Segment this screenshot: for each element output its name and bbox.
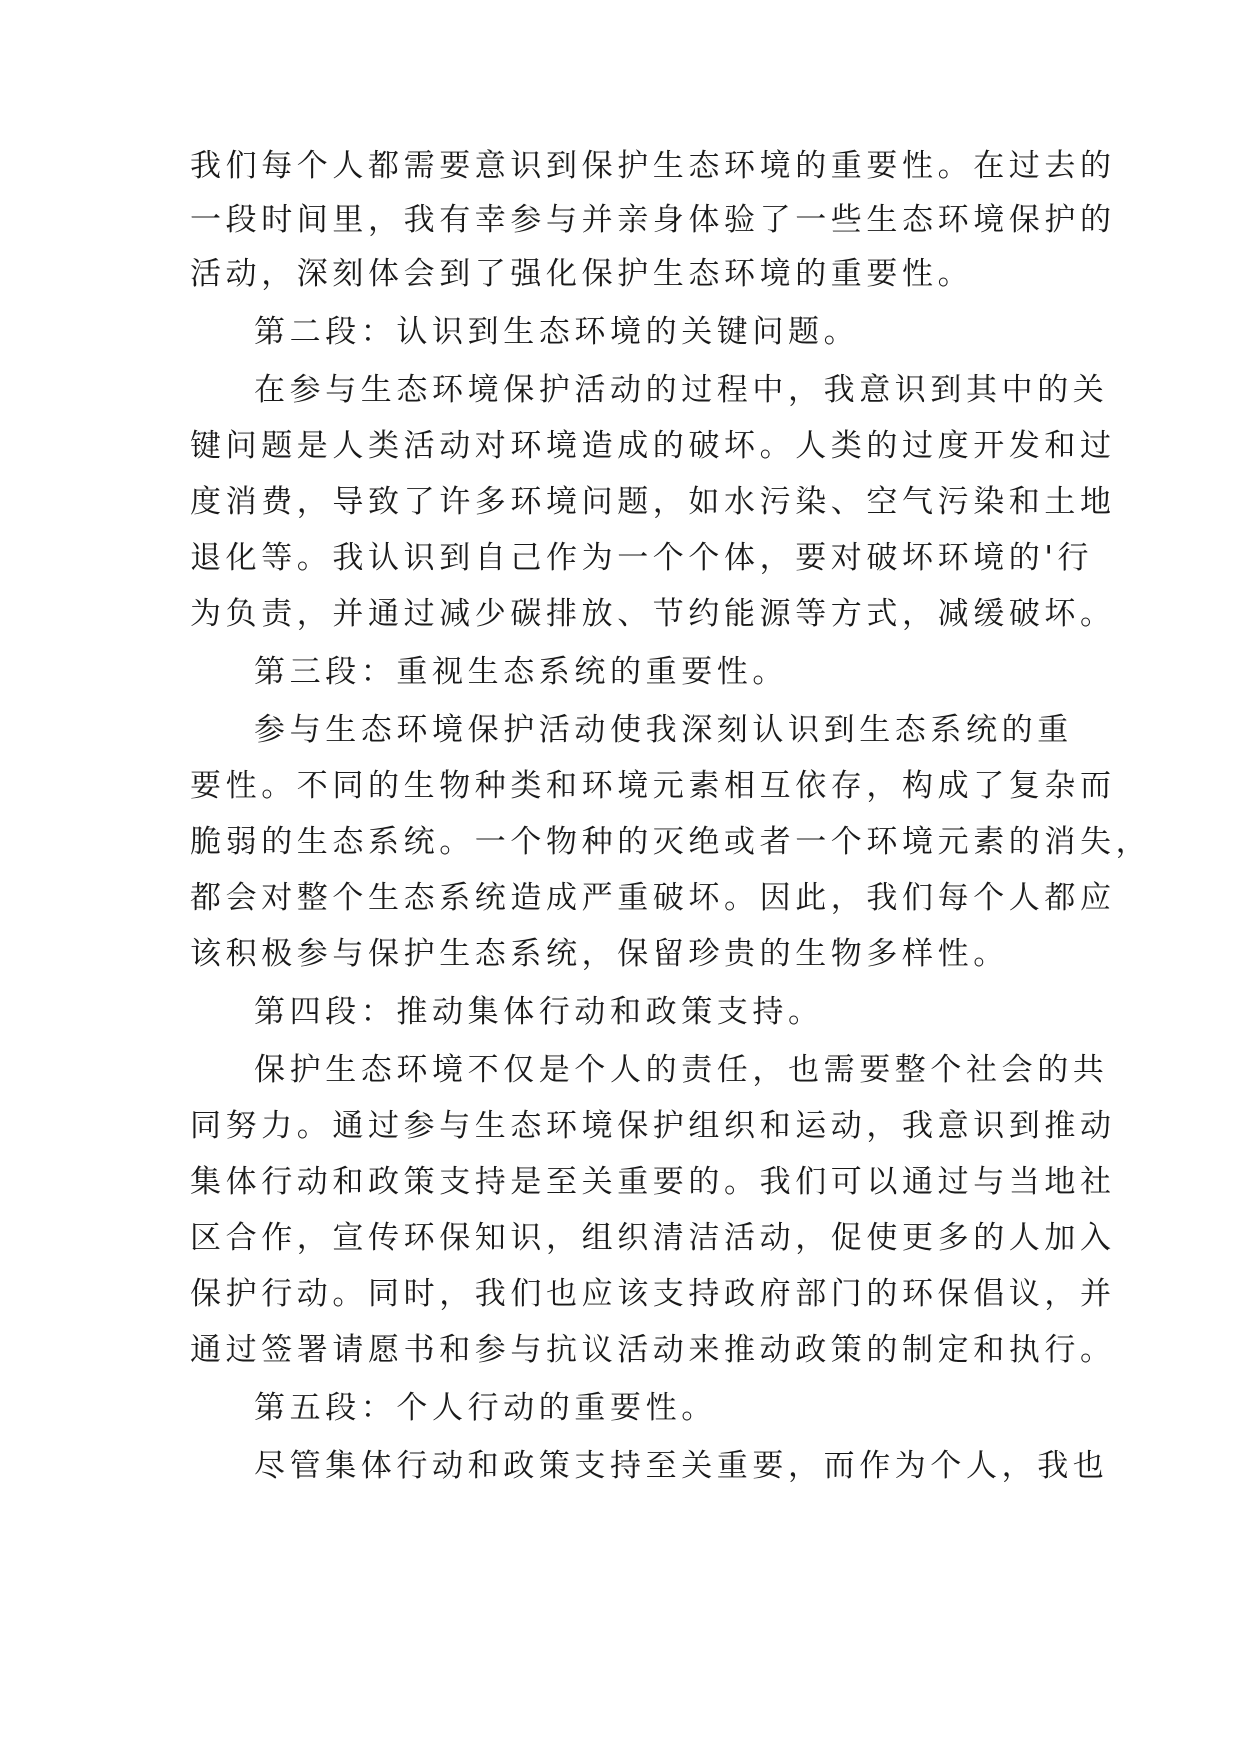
section-heading-3: 第三段：重视生态系统的重要性。: [254, 654, 788, 690]
text-line: 度消费，导致了许多环境问题，如水污染、空气污染和土地: [190, 484, 1116, 520]
text-line: 为负责，并通过减少碳排放、节约能源等方式，减缓破坏。: [190, 596, 1116, 632]
text-line: 集体行动和政策支持是至关重要的。我们可以通过与当地社: [190, 1164, 1116, 1200]
text-line: 都会对整个生态系统造成严重破坏。因此，我们每个人都应: [190, 880, 1116, 916]
text-line: 脆弱的生态系统。一个物种的灭绝或者一个环境元素的消失，: [190, 824, 1152, 860]
text-line: 要性。不同的生物种类和环境元素相互依存，构成了复杂而: [190, 768, 1116, 804]
text-line: 一段时间里，我有幸参与并亲身体验了一些生态环境保护的: [190, 202, 1116, 238]
text-line: 退化等。我认识到自己作为一个个体，要对破坏环境的'行: [190, 540, 1094, 576]
text-line: 活动，深刻体会到了强化保护生态环境的重要性。: [190, 256, 974, 292]
text-line: 保护行动。同时，我们也应该支持政府部门的环保倡议，并: [190, 1276, 1116, 1312]
text-line: 参与生态环境保护活动使我深刻认识到生态系统的重: [254, 712, 1073, 748]
text-line: 区合作，宣传环保知识，组织清洁活动，促使更多的人加入: [190, 1220, 1116, 1256]
section-heading-2: 第二段：认识到生态环境的关键问题。: [254, 314, 860, 350]
text-line: 保护生态环境不仅是个人的责任，也需要整个社会的共: [254, 1052, 1109, 1088]
text-line: 通过签署请愿书和参与抗议活动来推动政策的制定和执行。: [190, 1332, 1116, 1368]
text-line: 键问题是人类活动对环境造成的破坏。人类的过度开发和过: [190, 428, 1116, 464]
section-heading-5: 第五段：个人行动的重要性。: [254, 1390, 717, 1426]
text-line: 尽管集体行动和政策支持至关重要，而作为个人，我也: [254, 1448, 1109, 1484]
text-line: 我们每个人都需要意识到保护生态环境的重要性。在过去的: [190, 148, 1116, 184]
section-heading-4: 第四段：推动集体行动和政策支持。: [254, 994, 824, 1030]
text-line: 同努力。通过参与生态环境保护组织和运动，我意识到推动: [190, 1108, 1116, 1144]
text-line: 在参与生态环境保护活动的过程中，我意识到其中的关: [254, 372, 1109, 408]
text-line: 该积极参与保护生态系统，保留珍贵的生物多样性。: [190, 936, 1009, 972]
